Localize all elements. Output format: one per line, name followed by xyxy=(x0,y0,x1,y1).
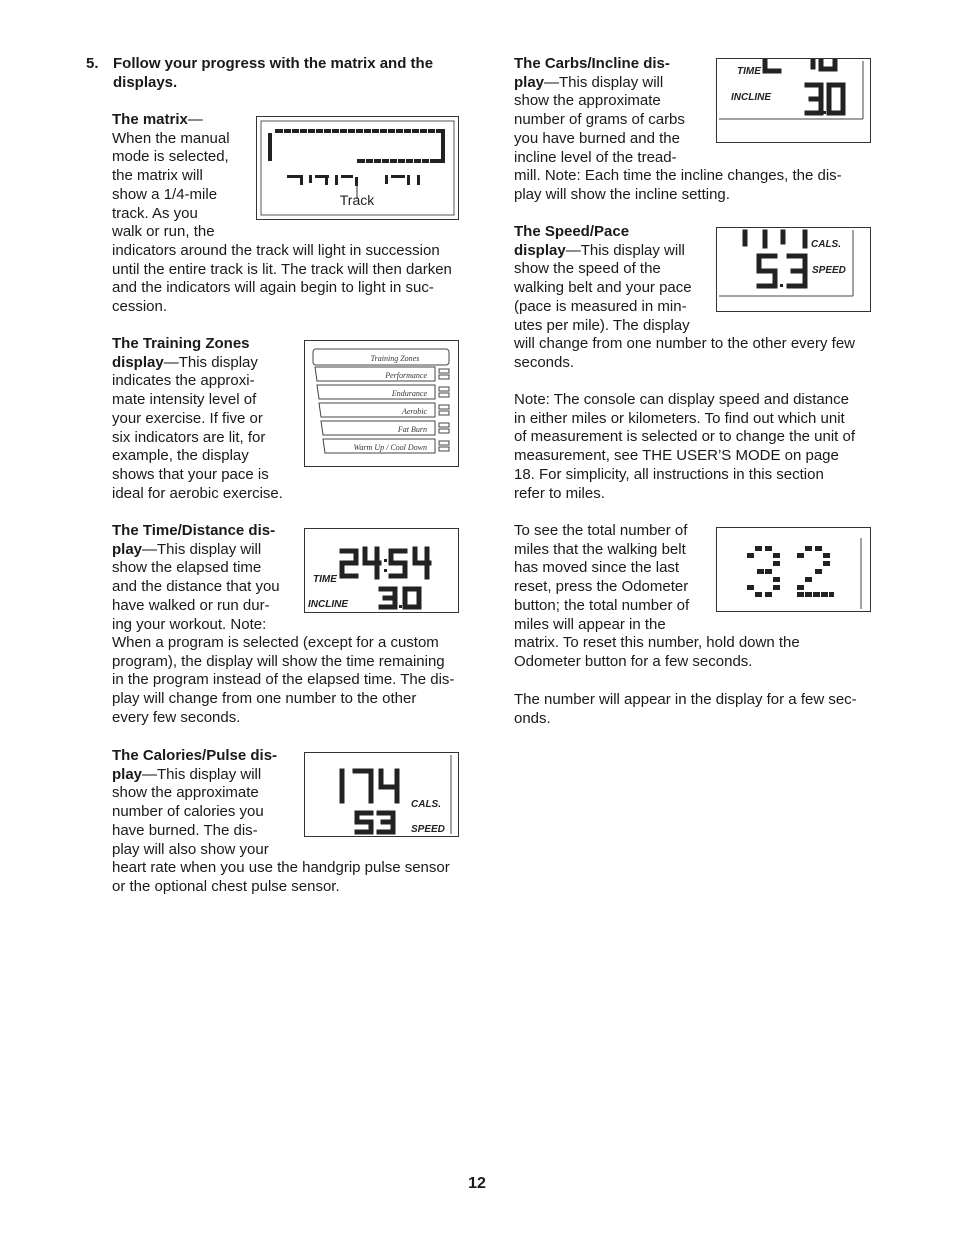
time-label: TIME xyxy=(313,574,337,585)
carbs-incline-text-wide: mill. Note: Each time the incline changes, the dis- play will show the incline setting. xyxy=(514,167,842,203)
training-zones-figure xyxy=(304,340,459,467)
track-label: Track xyxy=(339,192,375,208)
training-zones-text: The Training Zones display—This display indicates the approxi- mate intensity level of your exercise. If five or six indicators are lit, for example, the display shows that your pace is ideal for aerobic exercise. xyxy=(112,335,283,502)
calories-pulse-heading: The Calories/Pulse dis- xyxy=(112,747,278,764)
calories-pulse-figure xyxy=(304,752,459,837)
speed-label: SPEED xyxy=(411,824,445,835)
speed-pace-text-wide: will change from one number to the other every few seconds. xyxy=(514,335,856,371)
training-zones-heading: The Training Zones xyxy=(112,335,250,352)
incline-label: INCLINE xyxy=(308,599,348,610)
speed-pace-figure xyxy=(716,227,871,312)
zone-fat-burn: Fat Burn xyxy=(397,425,427,434)
cals-label: CALS. xyxy=(811,239,841,250)
calories-pulse-text-narrow: The Calories/Pulse dis- play—This display will show the approximate number of calories you have burned. The dis- play will also show your xyxy=(112,747,278,858)
zone-warm-up: Warm Up / Cool Down xyxy=(353,443,427,452)
units-note: Note: The console can display speed and distance in either miles or kilometers. To find out which unit of measurement is selected or to change the unit of measurement, see THE USER’S MODE on page 18. For simplicity, all instructions in this section refer to miles. xyxy=(514,391,856,502)
step-number: 5. xyxy=(86,55,99,72)
cals-label: CALS. xyxy=(411,799,441,810)
odometer-text-narrow: To see the total number of miles that the walking belt has moved since the last reset, press the Odometer button; the total number of miles will appear in the xyxy=(514,522,690,633)
incline-label: INCLINE xyxy=(731,92,771,103)
odometer-matrix-figure xyxy=(716,527,871,612)
matrix-text-narrow: The matrix— When the manual mode is selected, the matrix will show a 1/4-mile track. As you walk or run, the xyxy=(112,111,230,241)
carbs-incline-figure xyxy=(716,58,871,143)
speed-label: SPEED xyxy=(812,265,846,276)
zone-performance: Performance xyxy=(385,371,427,380)
time-distance-text-narrow: The Time/Distance dis- play—This display will show the elapsed time and the distance that you have walked or run dur- ing your workout. Note: xyxy=(112,522,280,633)
time-distance-figure xyxy=(304,528,459,613)
time-distance-heading: The Time/Distance dis- xyxy=(112,522,276,539)
matrix-heading: The matrix xyxy=(112,111,188,128)
step-title: Follow your progress with the matrix and the displays. xyxy=(113,55,434,91)
carbs-incline-text-narrow: The Carbs/Incline dis- play—This display will show the approximate number of grams of carbs you have burned and the incline level of the tread- xyxy=(514,55,685,166)
zone-aerobic: Aerobic xyxy=(401,407,427,416)
speed-pace-text-narrow: The Speed/Pace display—This display will show the speed of the walking belt and your pace (pace is measured in min- utes per mile). The display xyxy=(514,223,692,334)
matrix-track-figure xyxy=(256,116,459,220)
matrix-text-wide: indicators around the track will light in succession until the entire track is lit. The track will then darken and the indicators will again begin to light in suc- cession. xyxy=(112,242,452,316)
carbs-incline-heading: The Carbs/Incline dis- xyxy=(514,55,670,72)
odometer-text-wide: matrix. To reset this number, hold down the Odometer button for a few seconds. xyxy=(514,634,800,670)
calories-pulse-text-wide: heart rate when you use the handgrip pulse sensor or the optional chest pulse sensor. xyxy=(112,859,450,895)
time-label: TIME xyxy=(737,66,761,77)
odometer-text-2: The number will appear in the display for a few sec- onds. xyxy=(514,691,857,727)
zone-endurance: Endurance xyxy=(391,389,427,398)
training-zones-title: Training Zones xyxy=(370,354,420,363)
page-number: 12 xyxy=(468,1175,486,1192)
time-distance-text-wide: When a program is selected (except for a custom program), the display will show the time remaining in the program instead of the elapsed time. The dis- play will change from one number to the other every few seconds. xyxy=(112,634,455,726)
speed-pace-heading: The Speed/Pace xyxy=(514,223,630,240)
